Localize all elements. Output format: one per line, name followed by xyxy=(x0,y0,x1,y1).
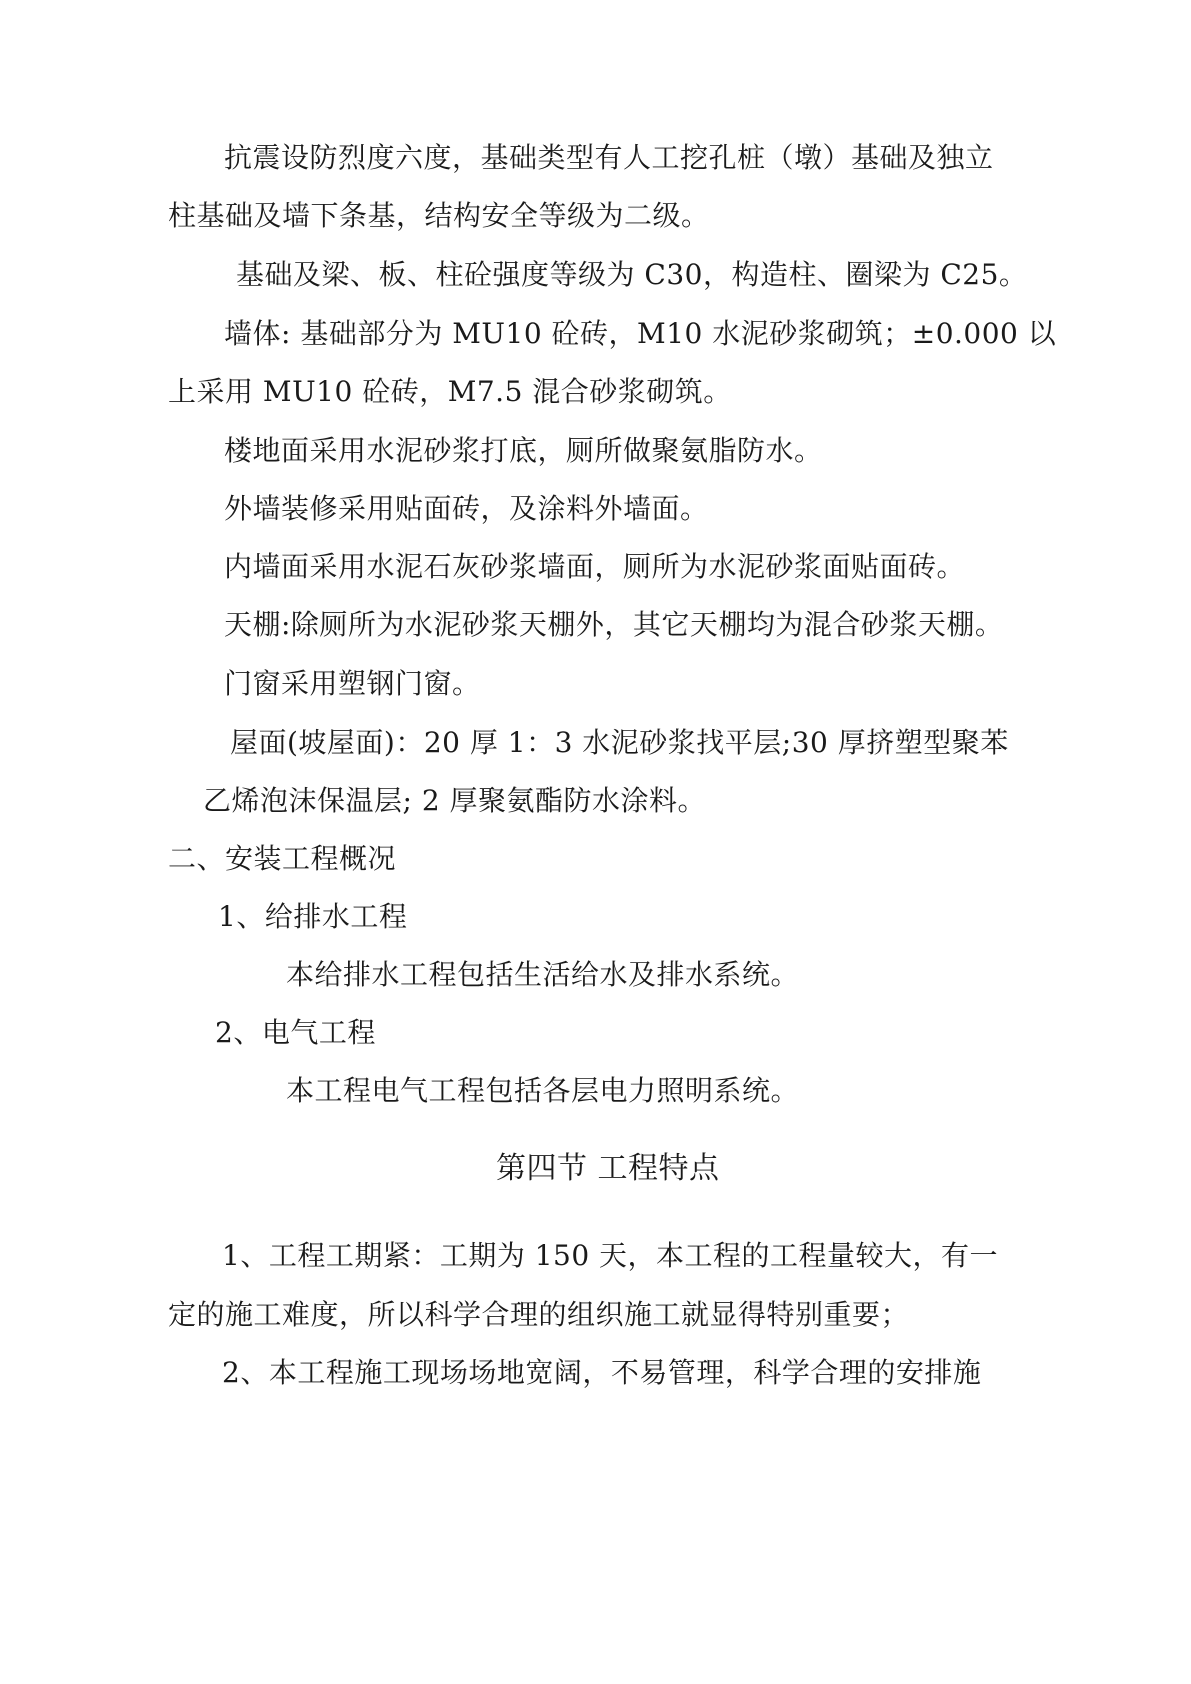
installation-item1-text: 本给排水工程包括生活给水及排水系统。 xyxy=(286,958,800,991)
structure-para3-line2: 上采用 MU10 砼砖，M7.5 混合砂浆砌筑。 xyxy=(168,375,732,408)
structure-para6: 内墙面采用水泥石灰砂浆墙面，厕所为水泥砂浆面贴面砖。 xyxy=(224,550,966,583)
structure-para8: 门窗采用塑钢门窗。 xyxy=(224,667,481,700)
structure-para3-line1: 墙体: 基础部分为 MU10 砼砖，M10 水泥砂浆砌筑；±0.000 以 xyxy=(224,317,1057,350)
structure-para9-line1: 屋面(坡屋面)：20 厚 1：3 水泥砂浆找平层;30 厚挤塑型聚苯 xyxy=(230,726,1009,759)
structure-para1-line2: 柱基础及墙下条基，结构安全等级为二级。 xyxy=(168,199,710,232)
installation-item2-text: 本工程电气工程包括各层电力照明系统。 xyxy=(286,1074,800,1107)
structure-para9-line2: 乙烯泡沫保温层; 2 厚聚氨酯防水涂料。 xyxy=(203,784,707,817)
section-point1-line1: 1、工程工期紧：工期为 150 天，本工程的工程量较大，有一 xyxy=(222,1239,999,1272)
structure-para5: 外墙装修采用贴面砖，及涂料外墙面。 xyxy=(224,492,709,525)
section-point1-line2: 定的施工难度，所以科学合理的组织施工就显得特别重要； xyxy=(168,1298,910,1331)
installation-item2-title: 2、电气工程 xyxy=(215,1016,376,1049)
structure-para1-line1: 抗震设防烈度六度，基础类型有人工挖孔桩（墩）基础及独立 xyxy=(224,141,994,174)
installation-heading: 二、安装工程概况 xyxy=(168,842,397,875)
structure-para4: 楼地面采用水泥砂浆打底，厕所做聚氨脂防水。 xyxy=(224,434,823,467)
structure-para2: 基础及梁、板、柱砼强度等级为 C30，构造柱、圈梁为 C25。 xyxy=(236,258,1028,291)
structure-para7: 天棚:除厕所为水泥砂浆天棚外，其它天棚均为混合砂浆天棚。 xyxy=(224,608,1004,641)
section-title: 第四节 工程特点 xyxy=(496,1151,720,1186)
installation-item1-title: 1、给排水工程 xyxy=(218,900,408,933)
section-point2-line1: 2、本工程施工现场场地宽阔，不易管理，科学合理的安排施 xyxy=(222,1356,982,1389)
